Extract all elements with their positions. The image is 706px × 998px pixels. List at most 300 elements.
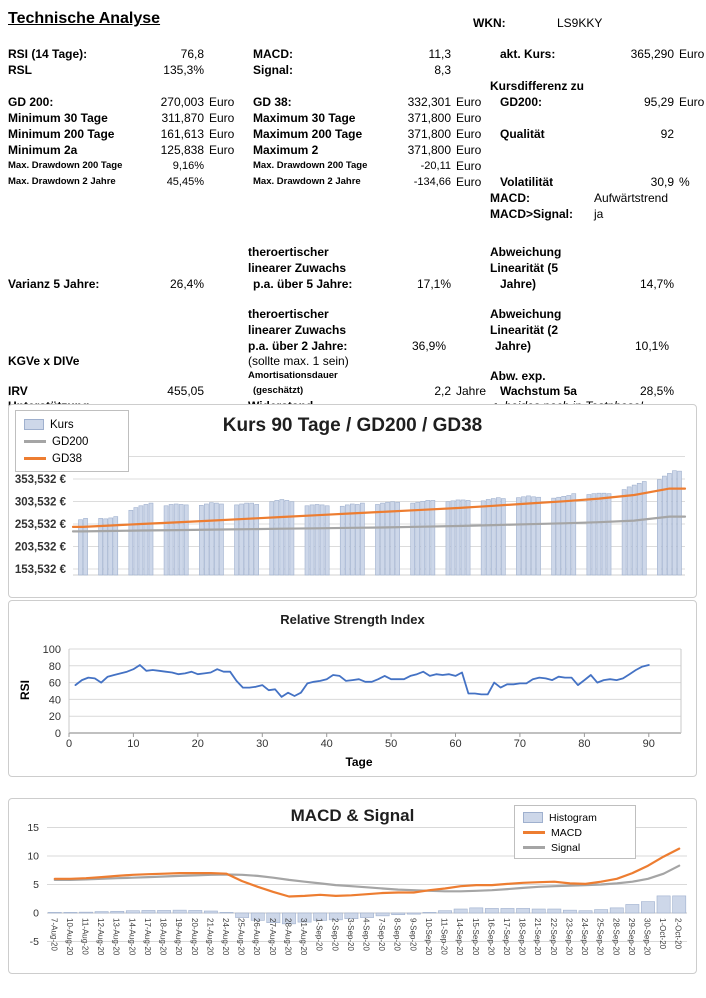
kurs-bar	[340, 506, 344, 575]
stat-label: Jahre)	[495, 339, 532, 353]
stat-label: GD 38:	[253, 95, 292, 109]
kurs-chart-legend	[15, 410, 129, 472]
stat-label: theroertischer	[248, 245, 329, 259]
macd-chart-panel	[8, 798, 697, 974]
macd-chart-legend	[514, 805, 636, 859]
kurs-bar	[501, 499, 505, 575]
kurs-bar	[240, 504, 244, 575]
kurs-bar	[169, 504, 173, 575]
stat-label: p.a. über 5 Jahre:	[253, 277, 353, 291]
y-axis-tick: 80	[48, 660, 61, 673]
histogram-bar	[454, 909, 467, 913]
x-axis-date-label: 13-Aug-20	[111, 918, 121, 956]
kurs-bar	[602, 493, 606, 575]
stat-label: KGVe x DIVe	[8, 354, 80, 368]
stat-label: Minimum 30 Tage	[8, 111, 108, 125]
legend-item-signal	[523, 840, 635, 855]
x-axis-date-label: 9-Sep-20	[408, 918, 418, 951]
spacer-row	[8, 292, 706, 306]
kurs-bar	[657, 480, 661, 575]
y-axis-tick: 40	[48, 694, 61, 707]
legend-item-gd200	[24, 433, 128, 450]
stat-unit: Euro	[679, 95, 705, 109]
histogram-bar	[485, 908, 498, 913]
stat-label: Max. Drawdown 2 Jahre	[253, 176, 361, 187]
histogram-bar	[236, 913, 249, 918]
x-axis-date-label: 1-Oct-20	[658, 918, 668, 950]
x-axis-date-label: 29-Sep-20	[626, 918, 636, 956]
kurs-bar	[355, 504, 359, 575]
histogram-bar	[423, 912, 436, 913]
x-axis-date-label: 19-Aug-20	[174, 918, 184, 956]
x-axis-date-label: 25-Sep-20	[595, 918, 605, 956]
stat-value: 36,9%	[411, 339, 446, 353]
kurs-bar	[552, 498, 556, 575]
x-axis-date-label: 11-Aug-20	[80, 918, 90, 955]
kurs-bar	[285, 500, 289, 575]
stat-value: 26,4%	[169, 277, 204, 291]
wkn-value: LS9KKY	[557, 16, 603, 30]
chart-title: Kurs 90 Tage / GD200 / GD38	[222, 415, 483, 436]
kurs-bar	[431, 500, 435, 575]
histogram-bar	[501, 908, 514, 913]
y-axis-tick: 5	[33, 879, 39, 891]
x-axis-date-label: 2-Sep-20	[330, 918, 340, 951]
kurs-bar	[521, 497, 525, 575]
kurs-bar	[516, 498, 520, 575]
table-row	[8, 338, 706, 354]
stat-value: 371,800	[407, 143, 451, 157]
kurs-bar	[79, 520, 83, 575]
stat-value: 161,613	[160, 127, 204, 141]
table-row	[8, 126, 706, 142]
x-axis-tick: 50	[384, 738, 398, 750]
x-axis-date-label: 2-Oct-20	[673, 918, 683, 950]
kurs-bar	[632, 485, 636, 575]
page-title: Technische Analyse	[8, 10, 161, 27]
kurs-bar	[662, 476, 666, 575]
stat-value: 8,3	[434, 63, 451, 77]
x-axis-date-label: 21-Aug-20	[205, 918, 215, 956]
x-axis-tick: 30	[256, 738, 269, 750]
stat-value: 135,3%	[163, 63, 204, 77]
rsi-chart-panel	[8, 600, 697, 777]
kurs-chart-panel	[8, 404, 697, 598]
kurs-bar	[325, 506, 329, 575]
x-axis-tick: 90	[642, 738, 655, 750]
kurs-bar	[637, 483, 641, 575]
stat-label: akt. Kurs:	[500, 47, 556, 61]
kurs-bar	[607, 494, 611, 575]
stat-label: Abw. exp.	[490, 369, 546, 383]
stat-note: (sollte max. 1 sein)	[248, 354, 349, 368]
kurs-bar	[245, 503, 249, 575]
legend-label: GD38	[52, 452, 83, 465]
x-axis-date-label: 14-Aug-20	[127, 918, 137, 956]
stat-value: ja	[594, 207, 604, 221]
kurs-bar	[174, 504, 178, 575]
legend-label: Signal	[551, 841, 581, 854]
x-axis-date-label: 17-Sep-20	[502, 918, 511, 956]
stat-label: Maximum 30 Tage	[253, 111, 356, 125]
x-axis-tick: 60	[449, 738, 462, 750]
chart-title: MACD & Signal	[290, 806, 415, 825]
kurs-bar	[562, 496, 566, 575]
stat-unit: Jahre	[456, 384, 487, 398]
stat-unit: Euro	[209, 95, 235, 109]
histogram-bar	[563, 910, 576, 913]
stat-unit: Euro	[209, 143, 235, 157]
stat-label: Maximum 200 Tage	[253, 127, 363, 141]
x-axis-date-label: 8-Sep-20	[392, 918, 402, 951]
table-row	[8, 244, 706, 260]
x-axis-date-label: 16-Sep-20	[486, 918, 496, 956]
kurs-bar	[622, 490, 626, 575]
kurs-bar	[199, 505, 203, 575]
histogram-bar	[516, 908, 529, 913]
stat-value: 10,1%	[634, 339, 669, 353]
stat-label: Linearität (2	[490, 323, 559, 337]
kurs-bar	[537, 497, 541, 575]
kurs-bar	[532, 497, 536, 575]
kurs-bar	[209, 503, 213, 575]
stat-value: 76,8	[180, 47, 204, 61]
stat-value: 332,301	[407, 95, 451, 109]
wkn-label: WKN:	[473, 16, 506, 30]
table-row	[8, 306, 706, 322]
y-axis-tick: 203,532 €	[14, 541, 66, 554]
x-axis-date-label: 18-Sep-20	[517, 918, 527, 956]
stat-value: 2,2	[434, 384, 451, 398]
rsi-line	[75, 665, 648, 697]
histogram-bar	[173, 910, 186, 913]
kurs-bar	[280, 499, 284, 575]
stat-label: Max. Drawdown 200 Tage	[8, 160, 123, 171]
histogram-bar	[657, 896, 670, 913]
kurs-swatch-icon	[24, 419, 44, 430]
histogram-bar	[470, 908, 483, 913]
kurs-bar	[592, 494, 596, 575]
stat-value: 92	[660, 127, 674, 141]
histogram-bar	[376, 913, 389, 916]
stat-label: Max. Drawdown 200 Tage	[253, 160, 368, 171]
stat-label: RSL	[8, 63, 32, 77]
histogram-bar	[126, 911, 139, 913]
stat-value: -20,11	[420, 160, 451, 172]
stat-label: linearer Zuwachs	[248, 261, 347, 275]
stat-value: 45,45%	[166, 176, 204, 188]
kurs-bar	[345, 505, 349, 575]
kurs-bar	[426, 500, 430, 575]
stat-value: 28,5%	[639, 384, 674, 398]
stat-label: Signal:	[253, 63, 294, 77]
stat-value: 365,290	[630, 47, 674, 61]
kurs-bar	[179, 504, 183, 575]
stat-label: MACD:	[253, 47, 293, 61]
kurs-bar	[184, 505, 188, 575]
kurs-bar	[144, 504, 148, 575]
stat-label: Abweichung	[490, 307, 562, 321]
stat-value: 95,29	[643, 95, 674, 109]
kurs-bar	[411, 503, 415, 575]
y-axis-tick: 0	[54, 728, 61, 740]
x-axis-date-label: 24-Sep-20	[580, 918, 589, 956]
x-axis-date-label: 17-Aug-20	[143, 918, 152, 956]
kurs-bar	[627, 487, 631, 575]
x-axis-date-label: 18-Aug-20	[158, 918, 168, 956]
kurs-bar	[496, 498, 500, 575]
kurs-bar	[526, 496, 530, 575]
signal-line	[55, 866, 679, 892]
kurs-bar	[164, 506, 168, 575]
legend-label: MACD	[551, 826, 582, 839]
y-axis-tick: -5	[29, 936, 39, 948]
histogram-bar	[673, 896, 686, 913]
stat-unit: Euro	[456, 159, 482, 173]
kurs-bar	[416, 502, 420, 575]
histogram-bar	[157, 910, 170, 913]
kurs-bar	[134, 508, 138, 575]
kurs-bar	[587, 495, 591, 575]
kurs-bar	[375, 504, 379, 575]
stat-label: Wachstum 5a	[500, 384, 577, 398]
histogram-bar	[142, 910, 155, 913]
x-axis-date-label: 12-Aug-20	[96, 918, 106, 956]
stat-label: Abweichung	[490, 245, 562, 259]
legend-item-gd38	[24, 450, 128, 467]
histogram-bar	[220, 912, 233, 913]
table-row	[8, 94, 706, 110]
stat-label: linearer Zuwachs	[248, 323, 347, 337]
gd38-swatch-icon	[24, 457, 46, 460]
stat-unit: Euro	[456, 127, 482, 141]
stat-value: -134,66	[413, 176, 451, 188]
x-axis-tick: 70	[513, 738, 527, 750]
y-axis-tick: 253,532 €	[14, 519, 66, 531]
y-axis-tick: 60	[48, 677, 61, 690]
table-row	[8, 62, 706, 78]
kurs-bar	[446, 502, 450, 575]
stat-value: 455,05	[167, 384, 204, 398]
stat-label: Max. Drawdown 2 Jahre	[8, 176, 116, 187]
kurs-bar	[149, 503, 153, 575]
stat-value: 311,870	[161, 111, 204, 125]
y-axis-tick: 100	[42, 644, 61, 656]
kurs-bar	[219, 504, 223, 575]
histogram-bar	[438, 911, 451, 913]
x-axis-tick: 80	[578, 738, 591, 750]
stat-value: 30,9	[650, 175, 674, 189]
gd200-swatch-icon	[24, 440, 46, 443]
stat-label: Varianz 5 Jahre:	[8, 277, 100, 291]
histogram-bar	[595, 910, 608, 913]
macd-swatch-icon	[523, 831, 545, 834]
stat-label: IRV	[8, 384, 28, 398]
kurs-bar	[642, 481, 646, 575]
table-row	[8, 78, 706, 94]
x-axis-date-label: 1-Sep-20	[314, 918, 324, 951]
kurs-bar	[597, 493, 601, 575]
x-axis-date-label: 30-Sep-20	[642, 918, 652, 956]
table-row	[8, 158, 706, 174]
stat-label: (geschätzt)	[253, 385, 304, 396]
stat-unit: %	[679, 175, 690, 189]
x-axis-date-label: 23-Sep-20	[564, 918, 574, 956]
histogram-bar	[48, 912, 61, 913]
table-row	[8, 354, 706, 368]
x-axis-date-label: 21-Sep-20	[533, 918, 543, 956]
x-axis-date-label: 31-Aug-20	[299, 918, 309, 956]
stat-label: Maximum 2	[253, 143, 319, 157]
histogram-bar	[579, 911, 592, 913]
kurs-bar	[391, 502, 395, 575]
table-row	[8, 322, 706, 338]
stat-label: Kursdifferenz zu	[490, 79, 585, 93]
stat-unit: Euro	[456, 175, 482, 189]
histogram-bar	[360, 913, 373, 918]
table-row	[8, 190, 706, 206]
kurs-bar	[466, 500, 470, 575]
x-axis-date-label: 28-Aug-20	[283, 918, 293, 956]
stat-label: RSI (14 Tage):	[8, 47, 88, 61]
table-row	[8, 142, 706, 158]
kurs-bar	[486, 499, 490, 575]
rsi-chart-svg	[9, 601, 696, 776]
histogram-bar	[392, 913, 405, 915]
stat-unit: Euro	[456, 111, 482, 125]
x-axis-date-label: 22-Sep-20	[548, 918, 558, 956]
kurs-bar	[461, 500, 465, 575]
legend-item-histogram	[523, 810, 635, 825]
stat-label: Minimum 2a	[8, 143, 78, 157]
stat-unit: Euro	[456, 143, 482, 157]
histogram-bar	[532, 909, 545, 913]
table-row	[8, 368, 706, 384]
stat-unit: Euro	[456, 95, 482, 109]
kurs-bar	[677, 471, 681, 575]
table-row	[8, 260, 706, 276]
histogram-bar	[64, 912, 77, 913]
table-row	[8, 384, 706, 398]
legend-label: Histogram	[549, 811, 597, 824]
kurs-bar	[270, 502, 274, 575]
stat-value: 371,800	[407, 127, 451, 141]
kurs-bar	[572, 494, 576, 575]
kurs-bar	[129, 510, 133, 575]
stat-label: p.a. über 2 Jahre:	[248, 339, 348, 353]
x-axis-date-label: 10-Sep-20	[423, 918, 433, 956]
kurs-bar	[567, 495, 571, 575]
kurs-bar	[557, 497, 561, 575]
x-axis-title: Tage	[345, 755, 373, 769]
kurs-bar	[386, 502, 390, 575]
stat-value: 9,16%	[172, 160, 204, 172]
y-axis-tick: 303,532 €	[14, 496, 66, 509]
stat-unit: Euro	[679, 47, 705, 61]
stat-label: Linearität (5	[490, 261, 559, 275]
kurs-bar	[290, 502, 294, 575]
kurs-bar	[255, 504, 259, 575]
analysis-table	[8, 244, 706, 414]
kurs-bar	[350, 504, 354, 575]
x-axis-date-label: 10-Aug-20	[64, 918, 74, 956]
legend-item-kurs	[24, 416, 128, 433]
table-row	[8, 110, 706, 126]
stat-label: theroertischer	[248, 307, 329, 321]
kurs-bar	[204, 504, 208, 575]
x-axis-date-label: 27-Aug-20	[267, 918, 277, 956]
y-axis-title: RSI	[18, 679, 33, 701]
x-axis-date-label: 4-Sep-20	[361, 918, 371, 951]
histogram-bar	[79, 912, 92, 913]
x-axis-date-label: 15-Sep-20	[470, 918, 480, 956]
stat-value: 17,1%	[416, 277, 451, 291]
stat-value: 270,003	[160, 95, 204, 109]
kurs-bar	[421, 501, 425, 575]
y-axis-tick: 20	[48, 711, 61, 724]
histogram-bar	[189, 910, 202, 913]
kurs-bar	[214, 503, 218, 575]
stat-value: 11,3	[428, 47, 451, 61]
stat-unit: Euro	[209, 111, 235, 125]
legend-label: GD200	[52, 435, 89, 448]
stat-label: Jahre)	[500, 277, 537, 291]
stat-label: MACD:	[490, 191, 530, 205]
x-axis-date-label: 14-Sep-20	[455, 918, 465, 956]
table-row	[8, 46, 706, 62]
x-axis-tick: 0	[65, 738, 73, 750]
histogram-bar	[641, 902, 654, 913]
stat-unit: Euro	[209, 127, 235, 141]
histogram-bar	[111, 911, 124, 913]
histogram-swatch-icon	[523, 812, 543, 823]
x-axis-tick: 10	[127, 738, 140, 750]
kurs-bar	[139, 506, 143, 575]
y-axis-tick: 353,532 €	[14, 474, 66, 486]
kurs-bar	[491, 499, 495, 575]
x-axis-date-label: 24-Aug-20	[221, 918, 230, 956]
histogram-bar	[626, 904, 639, 913]
chart-title: Relative Strength Index	[280, 612, 425, 627]
x-axis-tick: 40	[320, 738, 333, 750]
x-axis-date-label: 25-Aug-20	[236, 918, 246, 956]
legend-label: Kurs	[50, 418, 74, 431]
kurs-bar	[396, 502, 400, 575]
histogram-bar	[548, 909, 561, 913]
y-axis-tick: 15	[27, 822, 39, 834]
histogram-bar	[407, 913, 420, 914]
signal-swatch-icon	[523, 846, 545, 849]
kurs-bar	[250, 503, 254, 575]
y-axis-tick: 0	[33, 907, 39, 920]
stats-table	[8, 46, 706, 222]
kurs-bar	[672, 471, 676, 575]
stat-label: Qualität	[500, 127, 545, 141]
stat-value: 371,800	[407, 111, 451, 125]
kurs-bar	[235, 505, 239, 575]
stat-value: Aufwärtstrend	[594, 191, 669, 205]
histogram-bar	[204, 911, 217, 913]
stat-label: GD 200:	[8, 95, 54, 109]
stat-label: Volatilität	[500, 175, 554, 189]
kurs-bar	[381, 503, 385, 575]
stat-label: Minimum 200 Tage	[8, 127, 115, 141]
kurs-bar	[451, 501, 455, 575]
stat-value: 14,7%	[639, 277, 674, 291]
stat-label: Amortisationsdauer	[248, 370, 338, 381]
x-axis-date-label: 3-Sep-20	[345, 918, 355, 951]
legend-item-macd	[523, 825, 635, 840]
